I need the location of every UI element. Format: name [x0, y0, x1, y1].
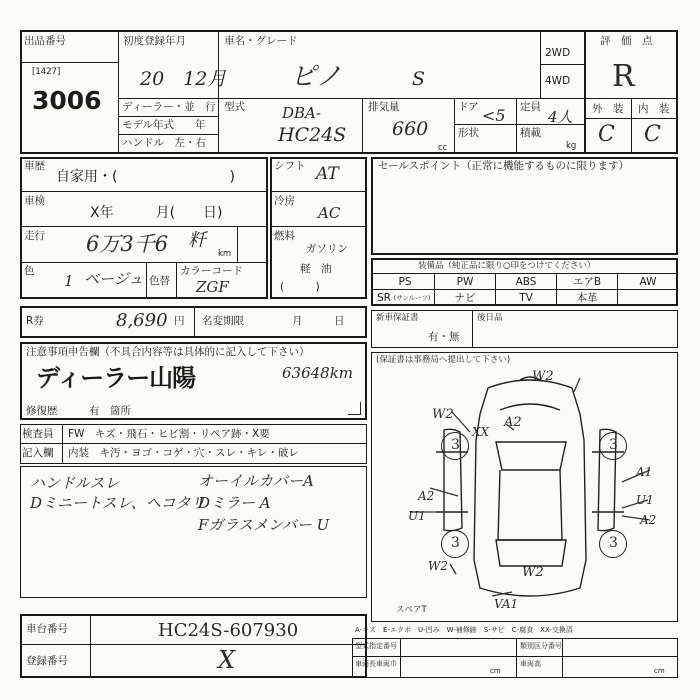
damage-codes: A-キズ E-エクボ U-凹み W-補修跡 S-サビ C-腐食 XX-交換済: [355, 626, 573, 634]
warranty-value: 有・無: [428, 331, 460, 343]
divider: [90, 614, 91, 678]
equip-sr-note: (サンルーフ): [393, 294, 431, 302]
history-label: 車歴: [24, 160, 45, 172]
color-grade-label: 色替: [149, 275, 170, 287]
note-right-1: オーイルカバーA: [198, 472, 314, 490]
interior-value: C: [644, 122, 661, 147]
equipment-label: 装備品（純正品に限り○印をつけてください）: [418, 261, 596, 271]
equip-ps: PS: [398, 276, 412, 288]
divider: [20, 644, 367, 645]
mileage-note: 粁: [188, 230, 206, 251]
door-label: ドア: [458, 101, 479, 113]
wheel-label-fl: 3: [451, 437, 460, 453]
recycle-unit: 円: [174, 315, 185, 327]
history-value: 自家用・( ): [56, 169, 235, 185]
name-change-value: 月 日: [292, 315, 345, 327]
dealer-label: ディーラー・並 行: [122, 101, 216, 113]
ac-label: 冷房: [274, 195, 295, 207]
name-grade-label: 車名・グレード: [224, 35, 298, 47]
damage-a1-right: A1: [636, 465, 653, 479]
model-year-label: モデル年式 年: [122, 119, 206, 131]
displacement-unit: cc: [438, 143, 448, 153]
recycle-label: R券: [26, 315, 44, 327]
shape-label: 形状: [458, 127, 479, 139]
note-left-2: Dミニートスレ、ヘコタリ: [30, 494, 206, 512]
damage-w2-rear: W2: [522, 565, 544, 580]
fuel-paren: ( ): [280, 281, 320, 293]
exterior-value: C: [598, 122, 615, 147]
equip-airbag: エアB: [572, 276, 602, 288]
capacity-label: 定員: [520, 101, 541, 113]
ac-value: AC: [318, 204, 341, 222]
color-code-label: カラーコード: [180, 265, 243, 277]
wheel-label-rr: 3: [609, 535, 618, 551]
chassis-value: HC24S-607930: [158, 620, 299, 641]
equip-tv: TV: [519, 292, 533, 304]
dealer-text: ディーラー山陽: [36, 364, 196, 392]
color-label: 色: [24, 265, 35, 277]
damage-u1-left: U1: [408, 509, 426, 523]
damage-a2-hood: A2: [504, 415, 522, 430]
model-code: HC24S: [278, 124, 347, 146]
equip-pw: PW: [456, 276, 474, 288]
shift-label: シフト: [274, 160, 306, 172]
handle-label: ハンドル 左・右: [122, 137, 206, 149]
score-label: 評 価 点: [600, 35, 653, 47]
mileage-value: 6万3千6: [86, 232, 169, 256]
equip-sr: SR: [377, 292, 391, 304]
note-right-3: Fガラスメンバー U: [198, 516, 330, 534]
equip-abs: ABS: [515, 276, 537, 288]
entry-label: 記入欄: [22, 447, 54, 459]
first-reg-value: 20 12月: [140, 68, 227, 90]
chassis-label: 車台番号: [26, 623, 68, 635]
legend-row2: 内装 キ汚・ヨゴ・コゲ・穴・スレ・キレ・破レ: [68, 447, 299, 459]
damage-a2-right: A2: [640, 513, 657, 527]
divider: [516, 638, 517, 678]
former-label: 型式指定番号: [355, 642, 397, 650]
reg-label: 登録番号: [26, 655, 68, 667]
load-label: 積載: [520, 127, 541, 139]
inspection-label: 車検: [24, 195, 45, 207]
note-left-1: ハンドルスレ: [30, 474, 120, 492]
size-label: 車両高: [520, 660, 541, 668]
note-right-2: Dミラー A: [198, 494, 271, 512]
legend-row1: FW キズ・飛石・ヒビ割・リペア跡・X要: [68, 428, 270, 440]
sales-point-label: セールスポイント（正常に機能するものに限ります）: [378, 160, 630, 172]
exterior-label: 外 装: [592, 103, 624, 115]
unit-cm-2: cm: [654, 667, 665, 675]
drive-2wd: 2WD: [545, 47, 571, 59]
damage-u1-right: U1: [636, 493, 654, 507]
recycle-value: 8,690: [116, 310, 168, 331]
reg-value: X: [218, 646, 236, 674]
name-change-label: 名変期限: [202, 315, 244, 327]
damage-w2-rear-left: W2: [428, 559, 448, 573]
damage-va1: VA1: [494, 597, 519, 611]
warranty-label: 新車保証書: [376, 313, 419, 323]
lot-label: 出品番号: [24, 35, 66, 47]
capacity-value: 4人: [548, 108, 573, 126]
divider: [400, 638, 401, 678]
load-unit: kg: [566, 141, 577, 151]
repair-label: 修復歴 有 箇所: [26, 405, 131, 417]
lot-sub: [1427]: [32, 67, 61, 77]
fuel-value: ガソリン: [306, 243, 348, 255]
wheel-label-rl: 3: [451, 535, 460, 551]
color-code-value: ZGF: [196, 278, 229, 296]
door-value: <5: [482, 106, 506, 125]
mileage-unit: km: [218, 249, 232, 259]
fuel-alt: 軽 油: [300, 263, 332, 275]
spare-tire-label: スペアT: [396, 605, 427, 615]
damage-w2-left: W2: [432, 407, 454, 422]
color-mark: 1: [64, 272, 74, 290]
lot-number: 3006: [32, 86, 102, 115]
inspection-value: X年 月( 日): [90, 205, 223, 221]
equip-leather: 本革: [576, 292, 598, 304]
damage-w2-top: W2: [532, 369, 554, 384]
inspector-label: 検査員: [22, 428, 54, 440]
first-reg-label: 初度登録年月: [123, 35, 186, 47]
damage-a2-left: A2: [418, 489, 435, 503]
wheel-label-fr: 3: [609, 437, 618, 453]
notes-later-label: 後日品: [477, 313, 503, 323]
damage-xx: XX: [472, 425, 490, 439]
shift-value: AT: [316, 164, 339, 184]
drive-4wd: 4WD: [545, 75, 571, 87]
equip-navi: ナビ: [454, 292, 476, 304]
unit-cm-1: cm: [490, 667, 501, 675]
height-label: 車両長車両巾: [355, 660, 397, 668]
diagram-note: (保証書は事務局へ提出して下さい): [376, 355, 511, 365]
equip-aw: AW: [639, 276, 657, 288]
notes-label: 注意事項申告欄（不具合内容等は具体的に記入して下さい）: [26, 346, 310, 358]
model-type-value: DBA-: [282, 104, 321, 122]
grade-value: S: [412, 68, 426, 90]
fuel-label: 燃料: [274, 230, 295, 242]
displacement-label: 排気量: [368, 101, 400, 113]
category-label: 類別区分番号: [520, 642, 562, 650]
mileage-label: 走行: [24, 230, 45, 242]
color-value: ベージュ: [84, 270, 144, 288]
displacement-value: 660: [392, 118, 429, 140]
mileage-hand: 63648km: [282, 364, 354, 382]
model-type-label: 型式: [224, 101, 245, 113]
name-value: ピノ: [290, 62, 342, 92]
interior-label: 内 装: [638, 103, 670, 115]
score-value: R: [612, 59, 635, 94]
divider: [562, 638, 563, 678]
